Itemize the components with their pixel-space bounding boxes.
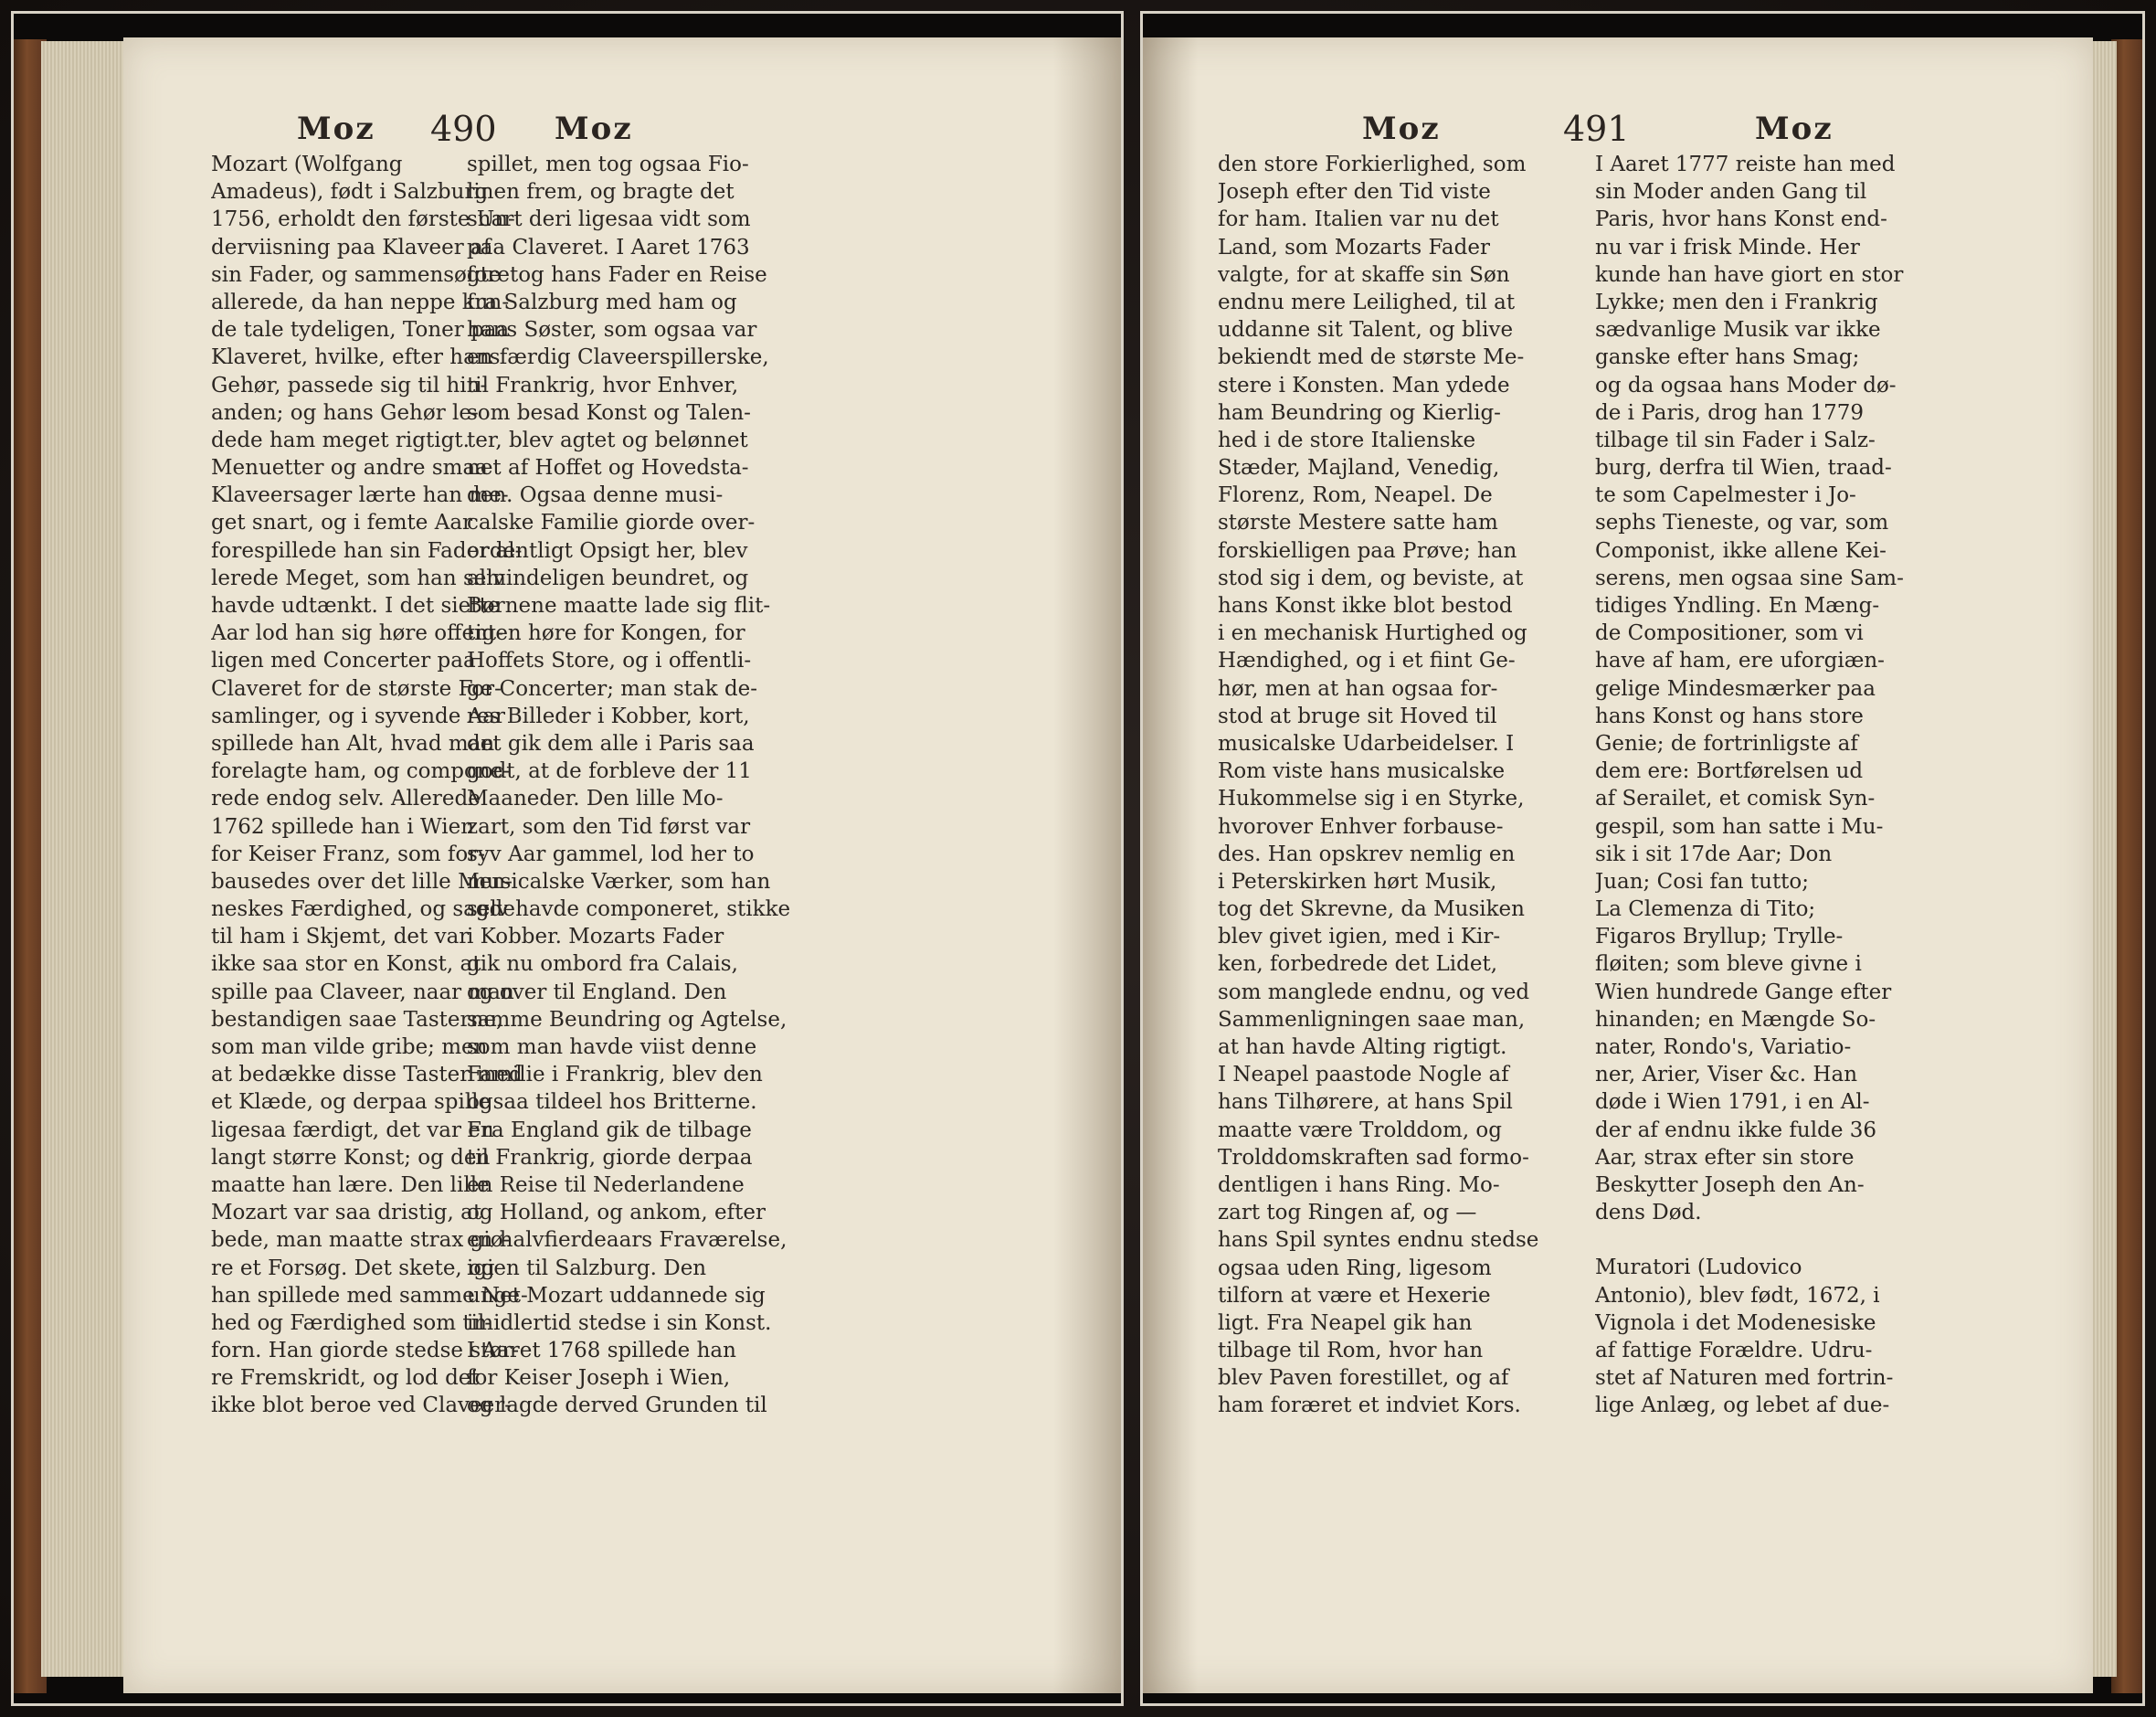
text-line: de Compositioner, som vi: [1595, 621, 1864, 646]
text-line: re et Forsøg. Det skete, og: [211, 1256, 495, 1280]
text-line: sin Moder anden Gang til: [1595, 180, 1867, 205]
text-line: lerede Meget, som han selv: [211, 566, 505, 590]
text-line: Børnene maatte lade sig flit-: [467, 594, 771, 618]
text-line: som man vilde gribe; men: [211, 1035, 488, 1059]
text-line: stere i Konsten. Man ydede: [1218, 373, 1510, 397]
text-line: forelagte ham, og compone-: [211, 759, 511, 784]
page-number: 491: [1563, 109, 1630, 149]
text-line: Joseph efter den Tid viste: [1218, 180, 1491, 205]
text-line: net af Hoffet og Hovedsta-: [467, 456, 749, 481]
text-line: spillet, men tog ogsaa Fio-: [467, 153, 749, 176]
text-line: dentligen i hans Ring. Mo-: [1218, 1172, 1500, 1197]
text-line: hans Søster, som ogsaa var: [467, 318, 757, 343]
text-line: nu var i frisk Minde. Her: [1595, 235, 1860, 260]
text-line: Aar, strax efter sin store: [1595, 1145, 1855, 1170]
text-line: tilforn at være et Hexerie: [1218, 1283, 1491, 1308]
text-line: en Reise til Nederlandene: [467, 1172, 745, 1197]
text-line: til Frankrig, giorde derpaa: [467, 1145, 753, 1170]
text-line: ter, blev agtet og belønnet: [467, 428, 748, 452]
text-line: samme Beundring og Agtelse,: [467, 1007, 787, 1032]
text-line: I Aaret 1777 reiste han med: [1595, 153, 1896, 176]
text-line: selv havde componeret, stikke: [467, 897, 791, 922]
text-line: res Billeder i Kobber, kort,: [467, 704, 750, 728]
text-line: for Keiser Franz, som for-: [211, 842, 486, 866]
page-edges: [41, 41, 129, 1677]
text-column-1: [1218, 151, 1574, 1420]
text-line: have af ham, ere uforgiæn-: [1595, 649, 1885, 673]
text-line: linen frem, og bragte det: [467, 180, 735, 205]
text-line: Hændighed, og i et fiint Ge-: [1218, 649, 1516, 673]
text-line: døde i Wien 1791, i en Al-: [1595, 1090, 1870, 1115]
text-line: et Klæde, og derpaa spille: [211, 1090, 491, 1115]
text-line: hed og Færdighed som til-: [211, 1310, 492, 1335]
text-line: sin Fader, og sammensøgte: [211, 262, 502, 287]
text-line: unge Mozart uddannede sig: [467, 1283, 766, 1308]
left-page: [123, 37, 1124, 1693]
text-line: og over til England. Den: [467, 980, 727, 1004]
text-line: af Serailet, et comisk Syn-: [1595, 787, 1876, 811]
text-line: Fra England gik de tilbage: [467, 1118, 752, 1142]
text-line: Klaveret, hvilke, efter hans: [211, 345, 501, 370]
text-line: sædvanlige Musik var ikke: [1595, 318, 1881, 343]
text-line: ligesaa færdigt, det var en: [211, 1118, 494, 1142]
text-line: der af endnu ikke fulde 36: [1595, 1118, 1877, 1142]
text-line: til Frankrig, hvor Enhver,: [467, 373, 739, 397]
text-line: til ham i Skjemt, det var: [211, 925, 470, 949]
text-line: stod at bruge sit Hoved til: [1218, 704, 1497, 728]
text-column-2: [467, 151, 791, 1420]
text-line: zart, som den Tid først var: [467, 814, 751, 839]
text-line: igien til Salzburg. Den: [467, 1256, 707, 1280]
running-head-right: Moz: [555, 111, 633, 147]
text-line: for Keiser Joseph i Wien,: [467, 1366, 731, 1391]
text-line: 1762 spillede han i Wien: [211, 814, 475, 839]
text-line: og lagde derved Grunden til: [467, 1394, 767, 1418]
text-line: blev givet igien, med i Kir-: [1218, 925, 1501, 949]
text-line: hans Konst ikke blot bestod: [1218, 594, 1513, 618]
text-line: sik i sit 17de Aar; Don: [1595, 842, 1833, 866]
text-line: snart deri ligesaa vidt som: [467, 207, 751, 232]
text-line: som manglede endnu, og ved: [1218, 980, 1530, 1004]
text-line: det gik dem alle i Paris saa: [467, 731, 755, 756]
text-line: Paris, hvor hans Konst end-: [1595, 207, 1887, 232]
text-line: og da ogsaa hans Moder dø-: [1595, 373, 1897, 397]
running-head-left: Moz: [1362, 111, 1441, 147]
text-line: ordentligt Opsigt her, blev: [467, 538, 748, 563]
text-line: som man havde viist denne: [467, 1035, 757, 1059]
text-line: som besad Konst og Talen-: [467, 400, 751, 425]
text-line: fløiten; som bleve givne i: [1595, 952, 1862, 977]
text-line: Beskytter Joseph den An-: [1595, 1172, 1865, 1197]
text-line: foretog hans Fader en Reise: [467, 262, 767, 287]
text-line: sephs Tieneste, og var, som: [1595, 511, 1889, 535]
text-line: ligt. Fra Neapel gik han: [1218, 1310, 1473, 1335]
text-line: hør, men at han ogsaa for-: [1218, 676, 1498, 701]
text-line: rede endog selv. Allerede: [211, 787, 481, 811]
text-line: den. Ogsaa denne musi-: [467, 483, 724, 508]
text-line: musicalske Værker, som han: [467, 869, 771, 894]
text-line: en færdig Claveerspillerske,: [467, 345, 769, 370]
text-line: dede ham meget rigtigt.: [211, 428, 470, 452]
text-line: nater, Rondo's, Variatio-: [1595, 1035, 1852, 1059]
text-line: te som Capelmester i Jo-: [1595, 483, 1856, 508]
text-line: ogsaa tildeel hos Britterne.: [467, 1090, 757, 1115]
text-line: serens, men ogsaa sine Sam-: [1595, 566, 1904, 590]
text-line: Land, som Mozarts Fader: [1218, 235, 1490, 260]
text-line: 1756, erholdt den første Un-: [211, 207, 515, 232]
text-line: syv Aar gammel, lod her to: [467, 842, 755, 866]
left-page-scan: [11, 11, 1124, 1706]
running-head-left: Moz: [297, 111, 375, 147]
text-line: Mozart (Wolfgang: [211, 153, 403, 176]
text-line: Sammenligningen saae man,: [1218, 1007, 1526, 1032]
text-line: hans Konst og hans store: [1595, 704, 1864, 728]
text-line: lige Anlæg, og lebet af due-: [1595, 1394, 1890, 1418]
text-line: fra Salzburg med ham og: [467, 290, 737, 314]
text-line: ham foræret et indviet Kors.: [1218, 1394, 1521, 1418]
text-line: tilbage til Rom, hvor han: [1218, 1339, 1484, 1363]
text-line: Hoffets Store, og i offentli-: [467, 649, 752, 673]
text-line: zart tog Ringen af, og —: [1218, 1201, 1477, 1225]
text-line: endnu mere Leilighed, til at: [1218, 290, 1516, 314]
text-line: spillede han Alt, hvad man: [211, 731, 495, 756]
text-line: ge Concerter; man stak de-: [467, 676, 758, 701]
text-line: dens Død.: [1595, 1201, 1702, 1225]
text-line: imidlertid stedse i sin Konst.: [467, 1310, 772, 1335]
text-line: La Clemenza di Tito;: [1595, 897, 1816, 922]
text-line: Juan; Cosi fan tutto;: [1595, 869, 1810, 894]
text-line: Muratori (Ludovico: [1595, 1256, 1802, 1280]
text-line: gelige Mindesmærker paa: [1595, 676, 1876, 701]
text-line: ganske efter hans Smag;: [1595, 345, 1860, 370]
right-page: [1143, 37, 2093, 1693]
text-line: de tale tydeligen, Toner paa: [211, 318, 510, 343]
text-line: dem ere: Bortførelsen ud: [1595, 759, 1864, 784]
text-line: langt større Konst; og den: [211, 1145, 491, 1170]
text-line: Claveret for de største For-: [211, 676, 502, 701]
text-line: hinanden; en Mængde So-: [1595, 1007, 1876, 1032]
text-line: maatte være Trolddom, og: [1218, 1118, 1503, 1142]
text-line: musicalske Udarbeidelser. I: [1218, 731, 1515, 756]
text-line: Gehør, passede sig til hin-: [211, 373, 488, 397]
text-line: burg, derfra til Wien, traad-: [1595, 456, 1892, 481]
text-line: en halvfierdeaars Fraværelse,: [467, 1228, 787, 1253]
text-line: i en mechanisk Hurtighed og: [1218, 621, 1527, 646]
text-line: Klaveersager lærte han me-: [211, 483, 509, 508]
text-line: hvorover Enhver forbause-: [1218, 814, 1504, 839]
text-line: stet af Naturen med fortrin-: [1595, 1366, 1894, 1391]
text-line: anden; og hans Gehør le-: [211, 400, 479, 425]
text-line: i Kobber. Mozarts Fader: [467, 925, 724, 949]
text-line: for ham. Italien var nu det: [1218, 207, 1499, 232]
text-line: i Peterskirken hørt Musik,: [1218, 869, 1497, 894]
text-line: tilbage til sin Fader i Salz-: [1595, 428, 1876, 452]
text-line: Mozart var saa dristig, at: [211, 1201, 482, 1225]
text-line: Vignola i det Modenesiske: [1595, 1310, 1876, 1335]
text-line: allerede, da han neppe kun-: [211, 290, 510, 314]
text-line: re Fremskridt, og lod det: [211, 1366, 480, 1391]
text-line: de i Paris, drog han 1779: [1595, 400, 1865, 425]
text-line: bekiendt med de største Me-: [1218, 345, 1525, 370]
running-head-right: Moz: [1755, 111, 1834, 147]
text-line: paa Claveret. I Aaret 1763: [467, 235, 750, 260]
text-line: Amadeus), født i Salzburg: [211, 180, 489, 205]
text-line: gespil, som han satte i Mu-: [1595, 814, 1884, 839]
text-line: forskielligen paa Prøve; han: [1218, 538, 1517, 563]
text-line: Rom viste hans musicalske: [1218, 759, 1506, 784]
text-line: tog det Skrevne, da Musiken: [1218, 897, 1525, 922]
text-line: uddanne sit Talent, og blive: [1218, 318, 1514, 343]
text-line: hed i de store Italienske: [1218, 428, 1476, 452]
text-line: des. Han opskrev nemlig en: [1218, 842, 1516, 866]
text-line: samlinger, og i syvende Aar: [211, 704, 505, 728]
text-line: og Holland, og ankom, efter: [467, 1201, 766, 1225]
text-line: valgte, for at skaffe sin Søn: [1218, 262, 1510, 287]
text-line: Stæder, Majland, Venedig,: [1218, 456, 1500, 481]
text-line: forespillede han sin Fader al-: [211, 538, 523, 563]
right-page-scan: [1140, 11, 2145, 1706]
text-line: hans Tilhørere, at hans Spil: [1218, 1090, 1513, 1115]
text-line: stod sig i dem, og beviste, at: [1218, 566, 1524, 590]
text-line: Maaneder. Den lille Mo-: [467, 787, 724, 811]
text-line: derviisning paa Klaveer af: [211, 235, 491, 260]
entry-separator: [1595, 1226, 1960, 1254]
text-line: ham Beundring og Kierlig-: [1218, 400, 1501, 425]
text-line: han spillede med samme Net-: [211, 1283, 528, 1308]
text-line: gik nu ombord fra Calais,: [467, 952, 738, 977]
text-line: ken, forbedrede det Lidet,: [1218, 952, 1498, 977]
text-line: ner, Arier, Viser &c. Han: [1595, 1063, 1858, 1087]
text-line: ligen med Concerter paa: [211, 649, 476, 673]
text-line: ikke saa stor en Konst, at: [211, 952, 481, 977]
text-line: godt, at de forbleve der 11: [467, 759, 752, 784]
text-line: I Neapel paastode Nogle af: [1218, 1063, 1509, 1087]
text-line: tidiges Yndling. En Mæng-: [1595, 594, 1880, 618]
text-line: Aar lod han sig høre offent-: [211, 621, 503, 646]
text-line: ikke blot beroe ved Claveer-: [211, 1394, 513, 1418]
text-line: Lykke; men den i Frankrig: [1595, 290, 1878, 314]
text-line: get snart, og i femte Aar: [211, 511, 473, 535]
text-line: Menuetter og andre smaa: [211, 456, 488, 481]
text-line: Hukommelse sig i en Styrke,: [1218, 787, 1525, 811]
text-line: at bedække disse Taster med: [211, 1063, 523, 1087]
text-line: Genie; de fortrinligste af: [1595, 731, 1858, 756]
text-line: Figaros Bryllup; Trylle-: [1595, 925, 1844, 949]
text-line: maatte han lære. Den lille: [211, 1172, 490, 1197]
text-line: Florenz, Rom, Neapel. De: [1218, 483, 1493, 508]
text-line: tigen høre for Kongen, for: [467, 621, 745, 646]
text-line: Wien hundrede Gange efter: [1595, 980, 1892, 1004]
text-line: ogsaa uden Ring, ligesom: [1218, 1256, 1492, 1280]
text-line: spille paa Claveer, naar man: [211, 980, 514, 1004]
text-line: calske Familie giorde over-: [467, 511, 756, 535]
text-line: Componist, ikke allene Kei-: [1595, 538, 1886, 563]
text-line: blev Paven forestillet, og af: [1218, 1366, 1509, 1391]
text-line: af fattige Forældre. Udru-: [1595, 1338, 1873, 1362]
text-line: neskes Færdighed, og sagde: [211, 897, 515, 922]
text-column-2: [1595, 151, 1960, 1419]
text-line: Familie i Frankrig, blev den: [467, 1063, 763, 1087]
text-line: almindeligen beundret, og: [467, 566, 749, 590]
text-line: havde udtænkt. I det siette: [211, 594, 501, 618]
text-line: forn. Han giorde stedse stør-: [211, 1339, 520, 1363]
text-line: bausedes over det lille Men-: [211, 869, 513, 894]
text-line: at han havde Alting rigtigt.: [1218, 1035, 1507, 1059]
text-line: bestandigen saae Tasterne,: [211, 1007, 503, 1032]
text-line: største Mestere satte ham: [1218, 511, 1498, 535]
page-number: 490: [430, 109, 497, 149]
text-line: Antonio), blev født, 1672, i: [1595, 1283, 1880, 1308]
text-line: I Aaret 1768 spillede han: [467, 1339, 736, 1363]
text-line: hans Spil syntes endnu stedse: [1218, 1228, 1539, 1253]
text-line: Trolddomskraften sad formo-: [1218, 1145, 1529, 1170]
text-line: kunde han have giort en stor: [1595, 262, 1904, 287]
text-line: den store Forkierlighed, som: [1218, 153, 1527, 176]
text-line: bede, man maatte strax giø-: [211, 1228, 511, 1253]
